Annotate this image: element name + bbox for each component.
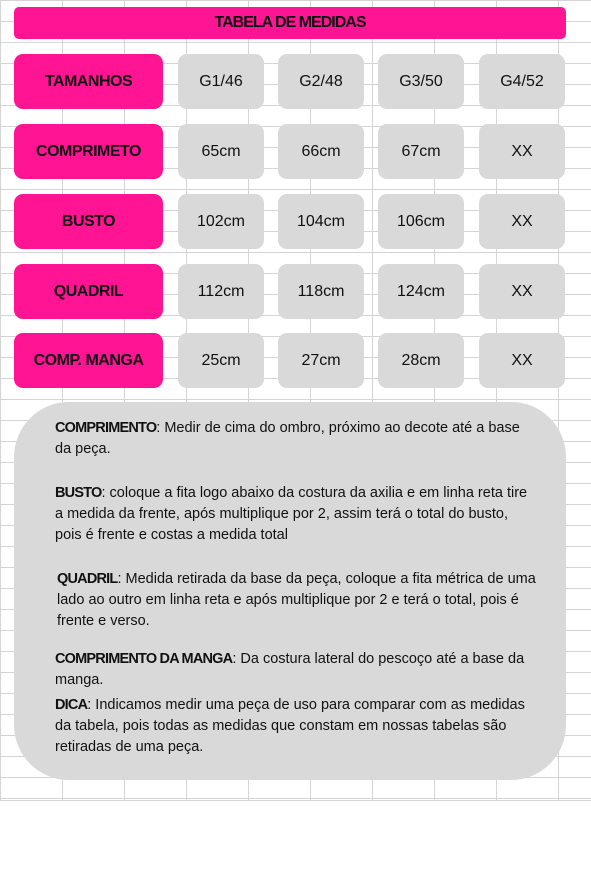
note-dica: [55, 695, 535, 758]
note-text: : Medir de cima do ombro, próximo ao decote até a base da peça.: [55, 420, 520, 457]
row-label-quadril: QUADRIL: [14, 264, 163, 319]
table-cell: XX: [479, 333, 565, 388]
row-label-busto: BUSTO: [14, 194, 163, 249]
note-comprimento: [55, 418, 535, 460]
table-cell: 124cm: [378, 264, 464, 319]
note-busto: [55, 483, 535, 546]
note-term: DICA: [55, 697, 88, 713]
table-cell: 28cm: [378, 333, 464, 388]
table-cell: XX: [479, 264, 565, 319]
table-cell: XX: [479, 194, 565, 249]
table-cell: 106cm: [378, 194, 464, 249]
measurement-instructions-panel: [14, 402, 566, 780]
note-term: BUSTO: [55, 485, 102, 501]
table-cell: 102cm: [178, 194, 264, 249]
row-label-tamanhos: TAMANHOS: [14, 54, 163, 109]
row-label-comprimento: COMPRIMETO: [14, 124, 163, 179]
table-cell: G2/48: [278, 54, 364, 109]
note-term: COMPRIMENTO DA MANGA: [55, 651, 233, 667]
note-text: : coloque a fita logo abaixo da costura da axilia e em linha reta tire a medida da frente, após multiplique por 2, assim terá o total do busto, pois é frente e costas a medida total: [55, 485, 528, 543]
table-cell: 65cm: [178, 124, 264, 179]
note-term: COMPRIMENTO: [55, 420, 157, 436]
table-cell: 112cm: [178, 264, 264, 319]
note-text: : Medida retirada da base da peça, coloque a fita métrica de uma lado ao outro em linha reta e após multiplique por 2 e terá o total, pois é frente e verso.: [57, 571, 536, 629]
table-cell: 66cm: [278, 124, 364, 179]
table-cell: 67cm: [378, 124, 464, 179]
table-cell: G4/52: [479, 54, 565, 109]
table-cell: 25cm: [178, 333, 264, 388]
table-cell: 27cm: [278, 333, 364, 388]
note-comprimento-manga: [55, 649, 535, 691]
note-text: : Da costura lateral do pescoço até a base da manga.: [55, 651, 525, 688]
note-term: QUADRIL: [57, 571, 118, 587]
note-quadril: [57, 569, 537, 632]
table-cell: 104cm: [278, 194, 364, 249]
row-label-comp-manga: COMP. MANGA: [14, 333, 163, 388]
table-title: TABELA DE MEDIDAS: [14, 7, 566, 39]
table-cell: 118cm: [278, 264, 364, 319]
table-cell: G1/46: [178, 54, 264, 109]
note-text: : Indicamos medir uma peça de uso para comparar com as medidas da tabela, pois todas as medidas que constam em nossas tabelas são retiradas de uma peça.: [55, 697, 525, 755]
table-cell: XX: [479, 124, 565, 179]
table-cell: G3/50: [378, 54, 464, 109]
